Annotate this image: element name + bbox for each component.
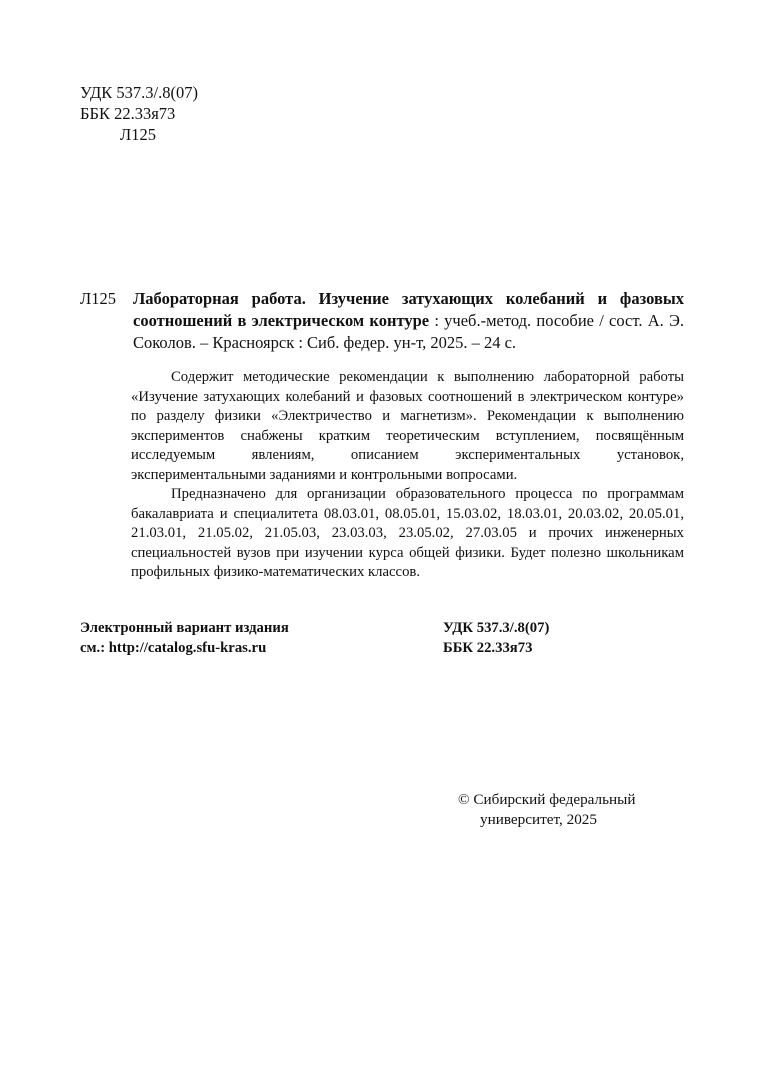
bbk-code-bottom: ББК 22.33я73 (443, 640, 533, 656)
abstract-paragraph-contents: Содержит методические рекомендации к выполнению лабораторной работы «Изучение затухающих колебаний и фазовых соотношений в электрическом контуре» по разделу физики «Электричество и магнетизм». Рекомендации к выполнению экспериментов снабжены кратким теоретическим вступлением, посвящённым исследуемым явлениям, описанием экспериментальных установок, экспериментальными заданиями и контрольными вопросами. (131, 369, 684, 483)
classification-codes-bottom (443, 618, 549, 658)
author-mark: Л125 (120, 125, 156, 144)
entry-description (133, 288, 684, 354)
entry-imprint: : учеб.-метод. пособие / сост. А. Э. Соколов. – Красноярск : Сиб. федер. ун-т, 2025. – 24 с. (133, 311, 684, 352)
entry-author-mark: Л125 (80, 289, 116, 308)
abstract (131, 368, 684, 583)
entry-title: Лабораторная работа. Изучение затухающих колебаний и фазовых соотношений в электрическом контуре (133, 289, 684, 330)
udk-code-bottom: УДК 537.3/.8(07) (443, 620, 550, 636)
classification-codes (80, 82, 198, 145)
bbk-code: ББК 22.33я73 (80, 104, 176, 123)
bibliographic-entry (80, 288, 684, 354)
electronic-version-note (80, 618, 289, 658)
abstract-paragraph-audience: Предназначено для организации образовательного процесса по программам бакалавриата и специалитета 08.03.01, 08.05.01, 15.03.02, 18.03.01, 20.03.02, 20.05.01, 21.03.01, 21.05.02, 21.05.03, 23.03.03, 23.05.02, 27.03.05 и прочих инженерных специальностей вузов при изучении курса общей физики. Будет полезно школьникам профильных физико-математических классов. (131, 486, 684, 580)
copyright-line-2: университет, 2025 (480, 811, 597, 828)
udk-code: УДК 537.3/.8(07) (80, 83, 198, 102)
copyright-notice (458, 790, 636, 830)
catalog-link: см.: http://catalog.sfu-kras.ru (80, 640, 267, 656)
copyright-line-1: © Сибирский федеральный (458, 791, 636, 808)
electronic-version-label: Электронный вариант издания (80, 620, 289, 636)
